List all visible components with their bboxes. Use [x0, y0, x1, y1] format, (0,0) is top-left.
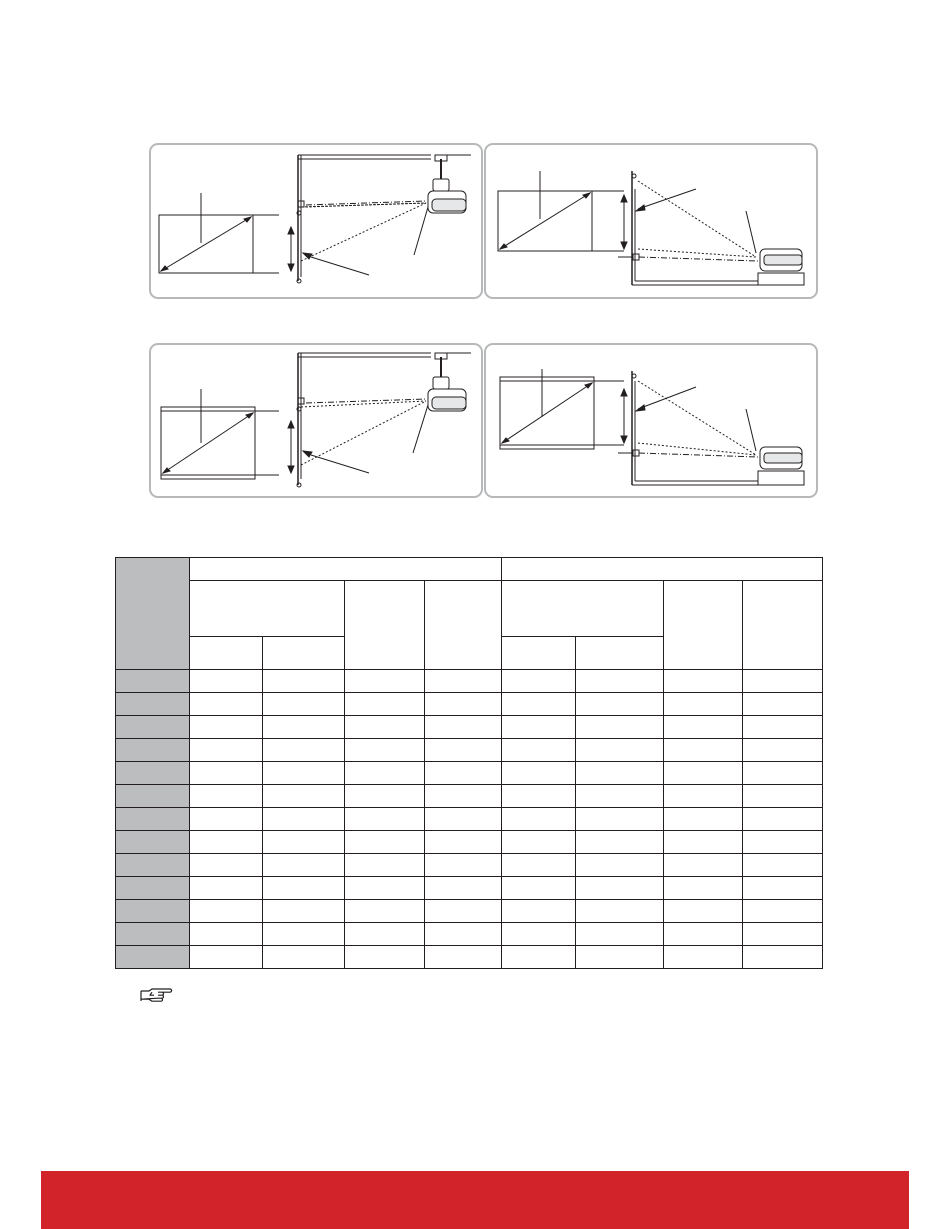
table-row: [116, 785, 823, 808]
table-cell: [345, 900, 425, 923]
table-cell: [502, 877, 576, 900]
table-cell: [743, 785, 823, 808]
table-cell: [576, 877, 664, 900]
table-cell: [263, 854, 345, 877]
min-distance-header: [190, 637, 263, 670]
row-header-cell: [116, 785, 190, 808]
screen-diagonal: [161, 217, 251, 271]
table-cell: [345, 831, 425, 854]
table-row: [116, 923, 823, 946]
diagram-ceiling-mount-16-9: [149, 343, 483, 498]
table-row: [116, 762, 823, 785]
table-body: [116, 670, 823, 969]
table-cell: [576, 900, 664, 923]
table-cell: [664, 762, 743, 785]
table-cell: [664, 900, 743, 923]
installation-diagram: [151, 345, 485, 500]
table-cell: [190, 739, 263, 762]
row-header-cell: [116, 877, 190, 900]
table-cell: [576, 693, 664, 716]
table-cell: [425, 670, 502, 693]
offset-header: [743, 581, 823, 670]
table-cell: [743, 877, 823, 900]
table-cell: [190, 785, 263, 808]
table-cell: [664, 808, 743, 831]
table-cell: [345, 808, 425, 831]
max-distance-header: [576, 637, 664, 670]
table-cell: [664, 877, 743, 900]
table-cell: [263, 946, 345, 969]
height-header: [345, 581, 425, 670]
table-cell: [263, 739, 345, 762]
row-header-cell: [116, 739, 190, 762]
table-cell: [263, 785, 345, 808]
table-cell: [502, 785, 576, 808]
row-header-cell: [116, 900, 190, 923]
table-cell: [743, 808, 823, 831]
group-header-16-9: [502, 558, 823, 581]
table-cell: [425, 854, 502, 877]
table-cell: [743, 670, 823, 693]
table-cell: [576, 670, 664, 693]
table-cell: [190, 808, 263, 831]
table-cell: [664, 716, 743, 739]
table-cell: [664, 693, 743, 716]
table-cell: [502, 693, 576, 716]
table-cell: [190, 877, 263, 900]
table-header-row: [116, 558, 823, 581]
table-cell: [345, 739, 425, 762]
table-cell: [345, 716, 425, 739]
table-cell: [345, 670, 425, 693]
table-cell: [502, 808, 576, 831]
table-cell: [263, 923, 345, 946]
table-cell: [576, 739, 664, 762]
row-header-cell: [116, 670, 190, 693]
table-row: [116, 900, 823, 923]
screen-diagonal: [163, 413, 253, 473]
height-header: [664, 581, 743, 670]
table-row: [116, 854, 823, 877]
table-cell: [345, 693, 425, 716]
table-cell: [263, 877, 345, 900]
table-cell: [743, 762, 823, 785]
table-cell: [190, 923, 263, 946]
installation-diagram: [486, 145, 820, 301]
projector-stand: [758, 471, 804, 485]
table-cell: [425, 693, 502, 716]
table-cell: [576, 762, 664, 785]
table-cell: [425, 900, 502, 923]
table-cell: [425, 877, 502, 900]
table-row: [116, 739, 823, 762]
table-cell: [502, 831, 576, 854]
screen-diagonal: [502, 383, 592, 443]
installation-diagram: [151, 145, 485, 301]
table-cell: [576, 716, 664, 739]
table-cell: [502, 762, 576, 785]
table-cell: [425, 831, 502, 854]
table-row: [116, 716, 823, 739]
table-cell: [743, 854, 823, 877]
table-cell: [664, 739, 743, 762]
table-cell: [345, 946, 425, 969]
pointing-hand-icon: [138, 987, 174, 1005]
table-cell: [425, 946, 502, 969]
table-cell: [743, 900, 823, 923]
distance-header: [502, 581, 664, 637]
screen-diagonal: [500, 193, 590, 249]
footer-bar: [41, 1171, 909, 1229]
table-cell: [743, 693, 823, 716]
table-row: [116, 877, 823, 900]
table-cell: [664, 670, 743, 693]
table-cell: [190, 762, 263, 785]
table-cell: [502, 946, 576, 969]
table-row: [116, 831, 823, 854]
table-cell: [425, 739, 502, 762]
table-cell: [425, 762, 502, 785]
table-cell: [425, 716, 502, 739]
table-cell: [190, 693, 263, 716]
table-header-row: [116, 581, 823, 637]
table-cell: [502, 854, 576, 877]
group-header-4-3: [190, 558, 502, 581]
table-cell: [743, 946, 823, 969]
diagram-ceiling-mount-4-3: [149, 143, 483, 299]
table-cell: [743, 739, 823, 762]
row-header-cell: [116, 946, 190, 969]
table-cell: [502, 923, 576, 946]
table-cell: [190, 831, 263, 854]
table-cell: [664, 831, 743, 854]
table-row: [116, 670, 823, 693]
offset-header: [425, 581, 502, 670]
installation-diagram: [486, 345, 820, 500]
distance-header: [190, 581, 345, 637]
table-cell: [425, 923, 502, 946]
row-header-cell: [116, 693, 190, 716]
table-cell: [425, 785, 502, 808]
diagram-floor-mount-16-9: [484, 343, 818, 498]
table-cell: [502, 670, 576, 693]
table-cell: [190, 854, 263, 877]
table-cell: [576, 854, 664, 877]
max-distance-header: [263, 637, 345, 670]
table-cell: [263, 693, 345, 716]
table-cell: [263, 831, 345, 854]
table-cell: [345, 762, 425, 785]
table-cell: [190, 946, 263, 969]
table-row: [116, 946, 823, 969]
table-cell: [576, 946, 664, 969]
table-cell: [263, 900, 345, 923]
projection-dimensions-table: [115, 557, 823, 969]
table-cell: [190, 670, 263, 693]
table-cell: [576, 923, 664, 946]
min-distance-header: [502, 637, 576, 670]
row-header-cell: [116, 923, 190, 946]
table-cell: [263, 808, 345, 831]
table-cell: [664, 854, 743, 877]
diagram-floor-mount-4-3: [484, 143, 818, 299]
table-cell: [345, 923, 425, 946]
row-header-cell: [116, 854, 190, 877]
table-cell: [743, 831, 823, 854]
table-cell: [576, 785, 664, 808]
table-cell: [425, 808, 502, 831]
table-cell: [190, 900, 263, 923]
table-cell: [743, 716, 823, 739]
screen-size-header: [116, 558, 190, 670]
row-header-cell: [116, 716, 190, 739]
row-header-cell: [116, 762, 190, 785]
table-cell: [664, 923, 743, 946]
table-cell: [502, 900, 576, 923]
table-cell: [743, 923, 823, 946]
table-cell: [345, 785, 425, 808]
table-cell: [263, 762, 345, 785]
row-header-cell: [116, 808, 190, 831]
table-cell: [576, 808, 664, 831]
row-header-cell: [116, 831, 190, 854]
table-cell: [576, 831, 664, 854]
table-cell: [263, 670, 345, 693]
table-cell: [664, 946, 743, 969]
table-cell: [190, 716, 263, 739]
table-cell: [345, 854, 425, 877]
table-cell: [345, 877, 425, 900]
projector-stand: [758, 273, 804, 285]
table-cell: [263, 716, 345, 739]
table-cell: [502, 739, 576, 762]
table-cell: [664, 785, 743, 808]
table-cell: [502, 716, 576, 739]
table-row: [116, 808, 823, 831]
table-row: [116, 693, 823, 716]
